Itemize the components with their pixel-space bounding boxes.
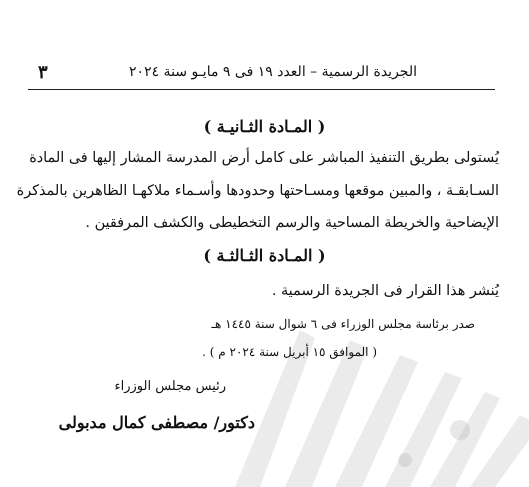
issuance-line-1: صدر برئاسة مجلس الوزراء فى ٦ شوال سنة ١٤٤٥ هـ bbox=[211, 317, 475, 331]
article-two-line-3: الإيضاحية والخريطة المساحية والرسم التخطيطى والكشف المرفقين . bbox=[85, 215, 499, 231]
issuance-line-2: ( الموافق ١٥ أبريل سنة ٢٠٢٤ م ) . bbox=[202, 345, 377, 359]
article-two-heading: ( المـادة الثـانيـة ) bbox=[203, 117, 326, 136]
signature-title: رئيس مجلس الوزراء bbox=[114, 379, 226, 394]
header-title: الجريدة الرسمية – العدد ١٩ فى ٩ مايـو سنة ٢٠٢٤ bbox=[129, 64, 417, 80]
page-number: ٣ bbox=[38, 62, 48, 83]
article-three-line: يُنشر هذا القرار فى الجريدة الرسمية . bbox=[271, 283, 499, 299]
article-three-heading: ( المـادة الثـالثـة ) bbox=[203, 246, 326, 265]
header-divider bbox=[28, 89, 495, 90]
article-two-line-1: يُستولى بطريق التنفيذ المباشر على كامل أرض المدرسة المشار إليها فى المادة bbox=[29, 150, 499, 166]
article-two-line-2: السـابقـة ، والمبين موقعها ومسـاحتها وحدودها وأسـماء ملاكهـا الظاهرين بالمذكرة bbox=[16, 183, 499, 199]
signature-name: دكتور/ مصطفى كمال مدبولى bbox=[58, 413, 255, 432]
